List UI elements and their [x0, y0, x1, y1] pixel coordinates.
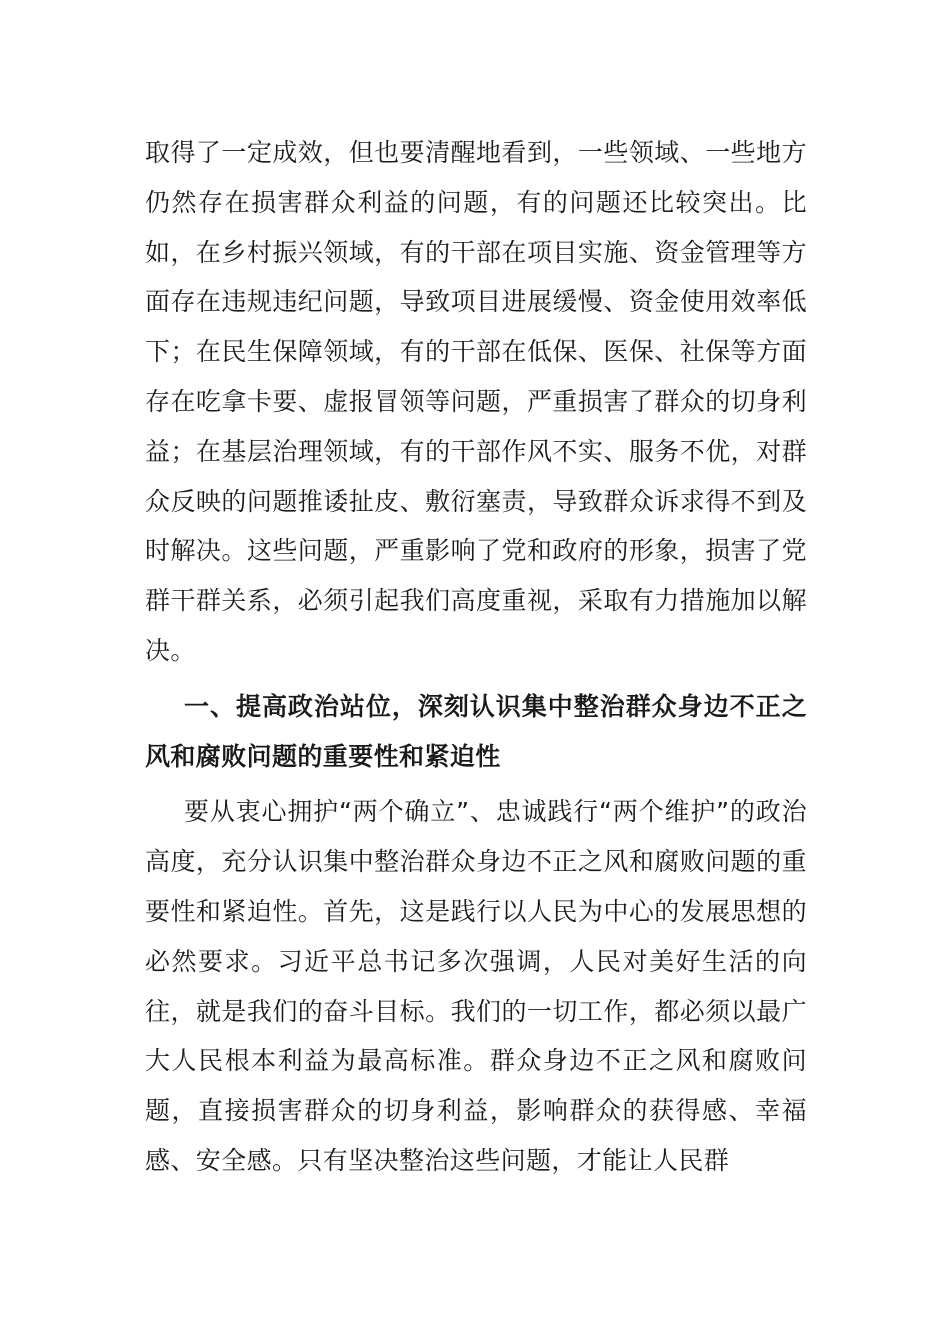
body-paragraph-continuation: 取得了一定成效，但也要清醒地看到，一些领域、一些地方仍然存在损害群众利益的问题，有的问题还比较突出。比如，在乡村振兴领域，有的干部在项目实施、资金管理等方面存在违规违纪问题，导致项目进展缓慢、资金使用效率低下；在民生保障领域，有的干部在低保、医保、社保等方面存在吃拿卡要、虚报冒领等问题，严重损害了群众的切身利益；在基层治理领域，有的干部作风不实、服务不优，对群众反映的问题推诿扯皮、敷衍塞责，导致群众诉求得不到及时解决。这些问题，严重影响了党和政府的形象，损害了党群干群关系，必须引起我们高度重视，采取有力措施加以解决。 — [145, 138, 807, 665]
document-body — [145, 128, 807, 1186]
section-heading: 一、提高政治站位，深刻认识集中整治群众身边不正之风和腐败问题的重要性和紧迫性 — [145, 691, 807, 771]
body-paragraph: 要从衷心拥护“两个确立”、忠诚践行“两个维护”的政治高度，充分认识集中整治群众身边不正之风和腐败问题的重要性和紧迫性。首先，这是践行以人民为中心的发展思想的必然要求。习近平总书记多次强调，人民对美好生活的向往，就是我们的奋斗目标。我们的一切工作，都必须以最广大人民根本利益为最高标准。群众身边不正之风和腐败问题，直接损害群众的切身利益，影响群众的获得感、幸福感、安全感。只有坚决整治这些问题，才能让人民群 — [145, 797, 807, 1175]
